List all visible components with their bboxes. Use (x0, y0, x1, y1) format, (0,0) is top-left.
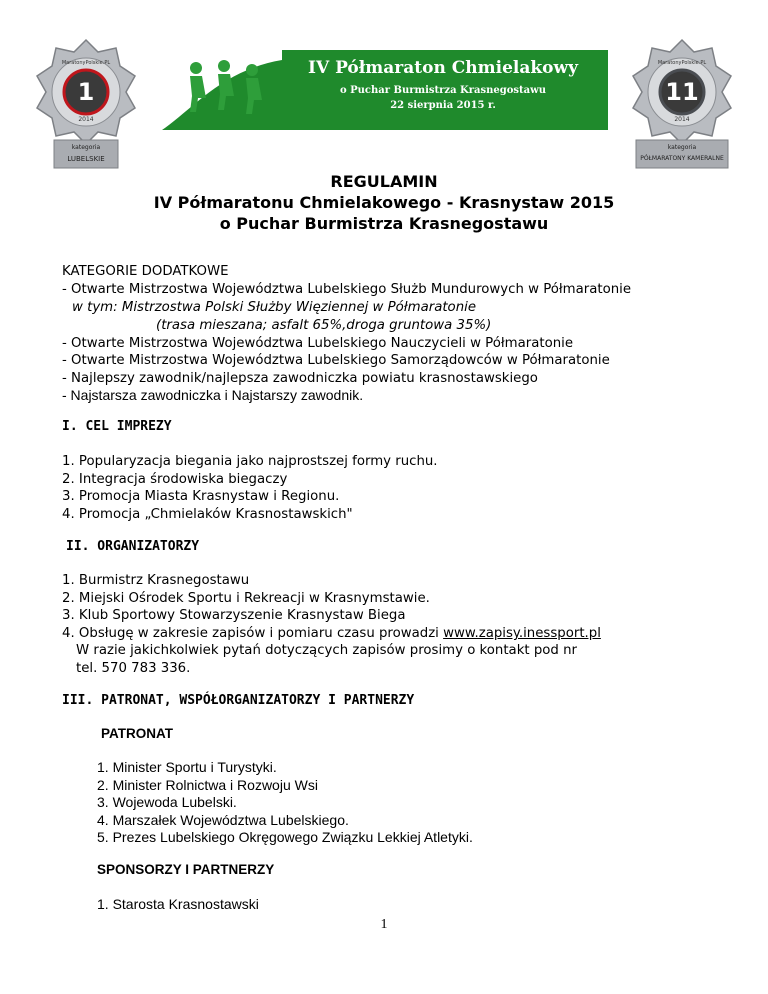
badge-lubelskie (34, 38, 138, 170)
list-item: 4. Marszałek Województwa Lubelskiego. (97, 812, 349, 828)
badge-right-number: 11 (665, 78, 699, 106)
banner-subtitle: o Puchar Burmistrza Krasnegostawu (339, 85, 547, 96)
badge-right-year: 2014 (674, 116, 690, 123)
event-banner (162, 50, 608, 130)
section-heading-cel: I. CEL IMPREZY (62, 419, 172, 434)
doc-title: REGULAMIN (330, 172, 438, 191)
kategorie-line: - Najstarsza zawodniczka i Najstarszy zawodnik. (62, 387, 364, 403)
doc-title-line2: IV Półmaratonu Chmielakowego - Krasnystaw 2015 (153, 193, 615, 212)
badge-right-label-bottom: PÓŁMARATONY KAMERALNE (640, 155, 724, 162)
banner-date: 22 sierpnia 2015 r. (390, 100, 496, 111)
list-item: 1. Burmistrz Krasnegostawu (62, 573, 250, 588)
badge-left-label-top: kategoria (71, 144, 101, 151)
list-item: 1. Starosta Krasnostawski (97, 896, 259, 912)
kategorie-heading: KATEGORIE DODATKOWE (62, 264, 229, 279)
badge-right-label-top: kategoria (667, 144, 697, 151)
list-item: 2. Integracja środowiska biegaczy (62, 472, 288, 487)
kategorie-line: w tym: Mistrzostwa Polski Służby Więziennej w Półmaratonie (72, 300, 476, 315)
badge-polmaratony-kameralne (630, 38, 734, 170)
page-number: 1 (380, 917, 388, 932)
list-item: 2. Miejski Ośrodek Sportu i Rekreacji w Krasnymstawie. (62, 591, 430, 606)
patronat-heading: PATRONAT (101, 726, 173, 741)
list-item: 2. Minister Rolnictwa i Rozwoju Wsi (97, 777, 318, 793)
kategorie-line: - Otwarte Mistrzostwa Województwa Lubelskiego Nauczycieli w Półmaratonie (62, 336, 574, 351)
doc-title-line3: o Puchar Burmistrza Krasnegostawu (219, 214, 549, 233)
list-item: 3. Wojewoda Lubelski. (97, 794, 237, 810)
list-item: 3. Promocja Miasta Krasnystaw i Regionu. (62, 489, 340, 504)
kategorie-line: - Otwarte Mistrzostwa Województwa Lubelskiego Służb Mundurowych w Półmaratonie (62, 282, 632, 297)
kategorie-line: - Otwarte Mistrzostwa Województwa Lubelskiego Samorządowców w Półmaratonie (62, 353, 610, 368)
badge-left-label-bottom: LUBELSKIE (67, 155, 105, 163)
section-heading-organizatorzy: II. ORGANIZATORZY (66, 539, 200, 554)
list-item (62, 625, 601, 642)
list-item: 1. Minister Sportu i Turystyki. (97, 759, 277, 775)
list-item-text: 4. Obsługę w zakresie zapisów i pomiaru czasu prowadzi (62, 626, 444, 641)
sponsorzy-heading: SPONSORZY I PARTNERZY (97, 862, 275, 877)
zapisy-link[interactable]: www.zapisy.inessport.pl (443, 626, 601, 641)
badge-left-year: 2014 (78, 116, 94, 123)
section-heading-patronat: III. PATRONAT, WSPÓŁORGANIZATORZY I PARTNERZY (62, 693, 415, 708)
list-item: 3. Klub Sportowy Stowarzyszenie Krasnystaw Biega (62, 608, 406, 623)
badge-left-number: 1 (77, 78, 95, 106)
list-item: 1. Popularyzacja biegania jako najprostszej formy ruchu. (62, 454, 438, 469)
list-item-continuation: W razie jakichkolwiek pytań dotyczących zapisów prosimy o kontakt pod nr (76, 643, 577, 658)
badge-right-arc-text: MaratonyPolskie.PL (657, 60, 707, 66)
kategorie-line: - Najlepszy zawodnik/najlepsza zawodniczka powiatu krasnostawskiego (62, 371, 538, 386)
list-item: 5. Prezes Lubelskiego Okręgowego Związku Lekkiej Atletyki. (97, 829, 473, 845)
list-item-continuation: tel. 570 783 336. (76, 661, 191, 676)
banner-title: IV Półmaraton Chmielakowy (308, 58, 578, 78)
list-item: 4. Promocja „Chmielaków Krasnostawskich" (62, 507, 353, 522)
kategorie-line: (trasa mieszana; asfalt 65%,droga gruntowa 35%) (156, 318, 492, 333)
badge-left-arc-text: MaratonyPolskie.PL (61, 60, 111, 66)
